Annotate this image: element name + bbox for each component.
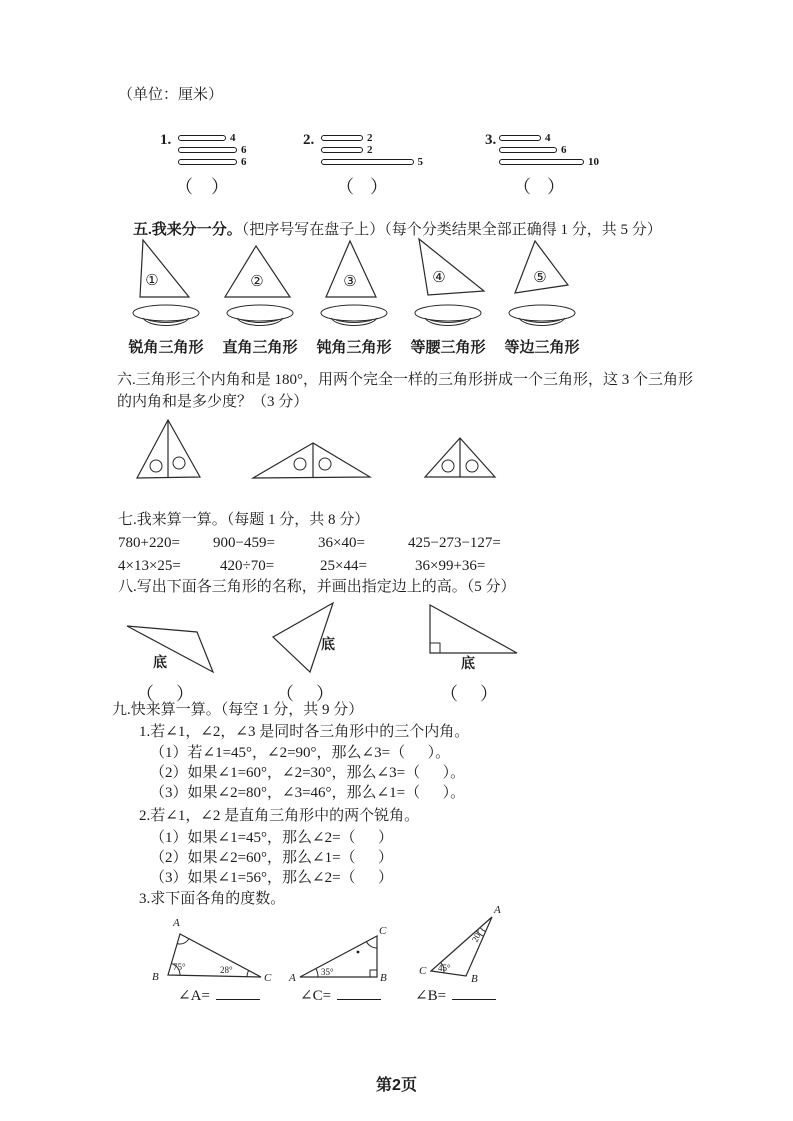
category-label: 直角三角形 <box>222 340 298 356</box>
plate-icon <box>225 304 295 330</box>
segment-length: 6 <box>241 156 247 168</box>
group-number: 1. <box>160 132 172 148</box>
section6-title-line2: 的内角和是多少度？（3 分） <box>117 394 309 410</box>
math-problem: 420÷70= <box>220 558 275 574</box>
classify-column-2 <box>213 238 307 357</box>
page-number: 第2页 <box>376 1077 417 1094</box>
answer-parens <box>175 173 229 199</box>
answer-parens <box>440 680 498 706</box>
segment-length: 10 <box>588 156 599 168</box>
answer-line-B <box>415 986 496 1005</box>
svg-text:75°: 75° <box>173 962 186 972</box>
category-label: 锐角三角形 <box>128 340 204 356</box>
q1-item-2: （2）如果∠1=60°，∠2=30°，那么∠3=（ ）。 <box>150 765 466 781</box>
section9-title: 九.快来算一算。（每空 1 分，共 9 分） <box>112 702 364 718</box>
section8-title: 八.写出下面各三角形的名称，并画出指定边上的高。（5 分） <box>118 579 516 595</box>
answer-line-C <box>300 986 381 1005</box>
section7-title: 七.我来算一算。（每题 1 分，共 8 分） <box>118 512 370 528</box>
answer-blank <box>452 986 496 1000</box>
svg-text:底: 底 <box>321 638 335 653</box>
segment-group-3 <box>485 131 605 199</box>
answer-line-A <box>178 986 260 1005</box>
category-label: 钝角三角形 <box>316 340 392 356</box>
classify-column-4 <box>401 238 495 357</box>
segment-length: 6 <box>241 144 247 156</box>
svg-text:①: ① <box>145 273 159 289</box>
triangle-4-figure <box>408 238 488 300</box>
answer-parens <box>336 173 388 199</box>
math-problem: 4×13×25= <box>118 558 181 574</box>
math-problem: 780+220= <box>118 535 180 551</box>
segment-length: 6 <box>561 144 567 156</box>
segment-bar <box>499 135 541 141</box>
paren-close: ） <box>316 684 334 704</box>
section5-title-rest: （把序号写在盘子上）（每个分类结果全部正确得 1 分，共 5 分） <box>241 222 662 238</box>
math-problem: 900−459= <box>213 535 275 551</box>
svg-text:B: B <box>471 973 478 985</box>
segment-bar <box>178 159 237 165</box>
paren-open: （ <box>276 684 294 704</box>
q2-stem: 2.若∠1，∠2 是直角三角形中的两个锐角。 <box>139 808 420 824</box>
segment-length: 2 <box>367 132 373 144</box>
segment-bar <box>321 159 414 165</box>
classify-column-3 <box>307 238 401 357</box>
acute-triangle-figure <box>258 596 353 678</box>
q2-item-2: （2）如果∠2=60°，那么∠1=（ ） <box>150 850 394 866</box>
paren-close: ） <box>480 684 498 704</box>
segment-bar <box>178 135 226 141</box>
segment-bar <box>321 135 363 141</box>
classify-column-5 <box>495 238 589 357</box>
section6-title-line1: 六.三角形三个内角和是 180°，用两个完全一样的三角形拼成一个三角形，这 3 个三角形 <box>117 372 694 388</box>
plate-icon <box>413 304 483 330</box>
category-label: 等边三角形 <box>504 340 580 356</box>
answer-parens <box>513 173 565 199</box>
paren-open: （ <box>136 684 154 704</box>
svg-text:45°: 45° <box>438 963 451 973</box>
paren-close: ） <box>370 177 388 197</box>
triangle-3-figure <box>314 238 394 300</box>
math-problem: 425−273−127= <box>408 535 501 551</box>
paren-close: ） <box>547 177 565 197</box>
paren-open: （ <box>175 177 193 197</box>
angle-figure-3 <box>418 903 510 988</box>
angle-figure-2 <box>288 922 393 984</box>
svg-text:C: C <box>419 965 427 977</box>
segment-bar <box>321 147 363 153</box>
segment-bars <box>178 131 280 168</box>
svg-text:28°: 28° <box>220 965 233 975</box>
plate-icon <box>319 304 389 330</box>
category-label: 等腰三角形 <box>410 340 486 356</box>
unit-note: （单位：厘米） <box>118 87 224 103</box>
svg-text:④: ④ <box>432 270 446 286</box>
obtuse-triangle-figure <box>115 598 225 678</box>
angle-figure-1 <box>140 912 275 984</box>
segment-length: 4 <box>545 132 551 144</box>
plate-icon <box>131 304 201 330</box>
svg-text:A: A <box>289 972 296 984</box>
math-problem: 25×44= <box>320 558 367 574</box>
triangle-2-figure <box>220 238 300 300</box>
paren-open: （ <box>513 177 531 197</box>
svg-text:底: 底 <box>153 656 167 671</box>
answer-blank <box>216 986 260 1000</box>
svg-text:②: ② <box>250 274 264 290</box>
paren-open: （ <box>336 177 354 197</box>
q1-item-3: （3）如果∠2=80°，∠3=46°，那么∠1=（ ）。 <box>150 785 466 801</box>
math-problem: 36×40= <box>318 535 365 551</box>
paren-open: （ <box>440 684 458 704</box>
classification-figures <box>119 238 589 357</box>
classify-column-1 <box>119 238 213 357</box>
svg-text:B: B <box>152 971 159 983</box>
svg-text:A: A <box>173 917 180 929</box>
q1-stem: 1.若∠1，∠2，∠3 是同时各三角形中的三个内角。 <box>139 724 470 740</box>
q2-item-3: （3）如果∠1=56°，那么∠2=（ ） <box>150 870 394 886</box>
svg-text:底: 底 <box>461 657 475 672</box>
group-number: 2. <box>303 132 315 148</box>
group-number: 3. <box>485 132 497 148</box>
combined-triangles-figure <box>130 413 550 483</box>
svg-text:35°: 35° <box>321 967 334 977</box>
q2-item-1: （1）如果∠1=45°，那么∠2=（ ） <box>150 830 394 846</box>
svg-text:C: C <box>264 972 272 984</box>
segment-bars <box>499 131 605 168</box>
section5-title-bold: 五.我来分一分。 <box>133 222 242 238</box>
triangle-1-figure <box>126 238 206 300</box>
paren-close: ） <box>211 177 229 197</box>
right-triangle-figure <box>418 600 528 672</box>
answer-label: ∠A= <box>178 988 210 1004</box>
segment-bar <box>499 147 557 153</box>
paren-close: ） <box>176 684 194 704</box>
svg-text:B: B <box>380 972 387 984</box>
svg-text:20°: 20° <box>469 928 485 944</box>
q3-stem: 3.求下面各角的度数。 <box>139 891 286 907</box>
svg-text:C: C <box>379 925 387 937</box>
segment-bar <box>499 159 584 165</box>
triangle-5-figure <box>502 238 582 300</box>
segment-length: 2 <box>367 144 373 156</box>
svg-text:⑤: ⑤ <box>533 270 547 286</box>
segment-bar <box>178 147 237 153</box>
math-problem: 36×99+36= <box>415 558 486 574</box>
segment-group-2 <box>303 131 423 199</box>
svg-text:A: A <box>494 904 501 916</box>
answer-label: ∠C= <box>300 988 332 1004</box>
plate-icon <box>507 304 577 330</box>
svg-text:③: ③ <box>343 274 357 290</box>
segment-length: 5 <box>417 156 423 168</box>
answer-blank <box>337 986 381 1000</box>
segment-group-1 <box>160 131 280 199</box>
segment-length: 4 <box>230 132 236 144</box>
answer-label: ∠B= <box>415 988 447 1004</box>
segment-bars <box>321 131 423 168</box>
q1-item-1: （1）若∠1=45°，∠2=90°，那么∠3=（ ）。 <box>150 745 451 761</box>
